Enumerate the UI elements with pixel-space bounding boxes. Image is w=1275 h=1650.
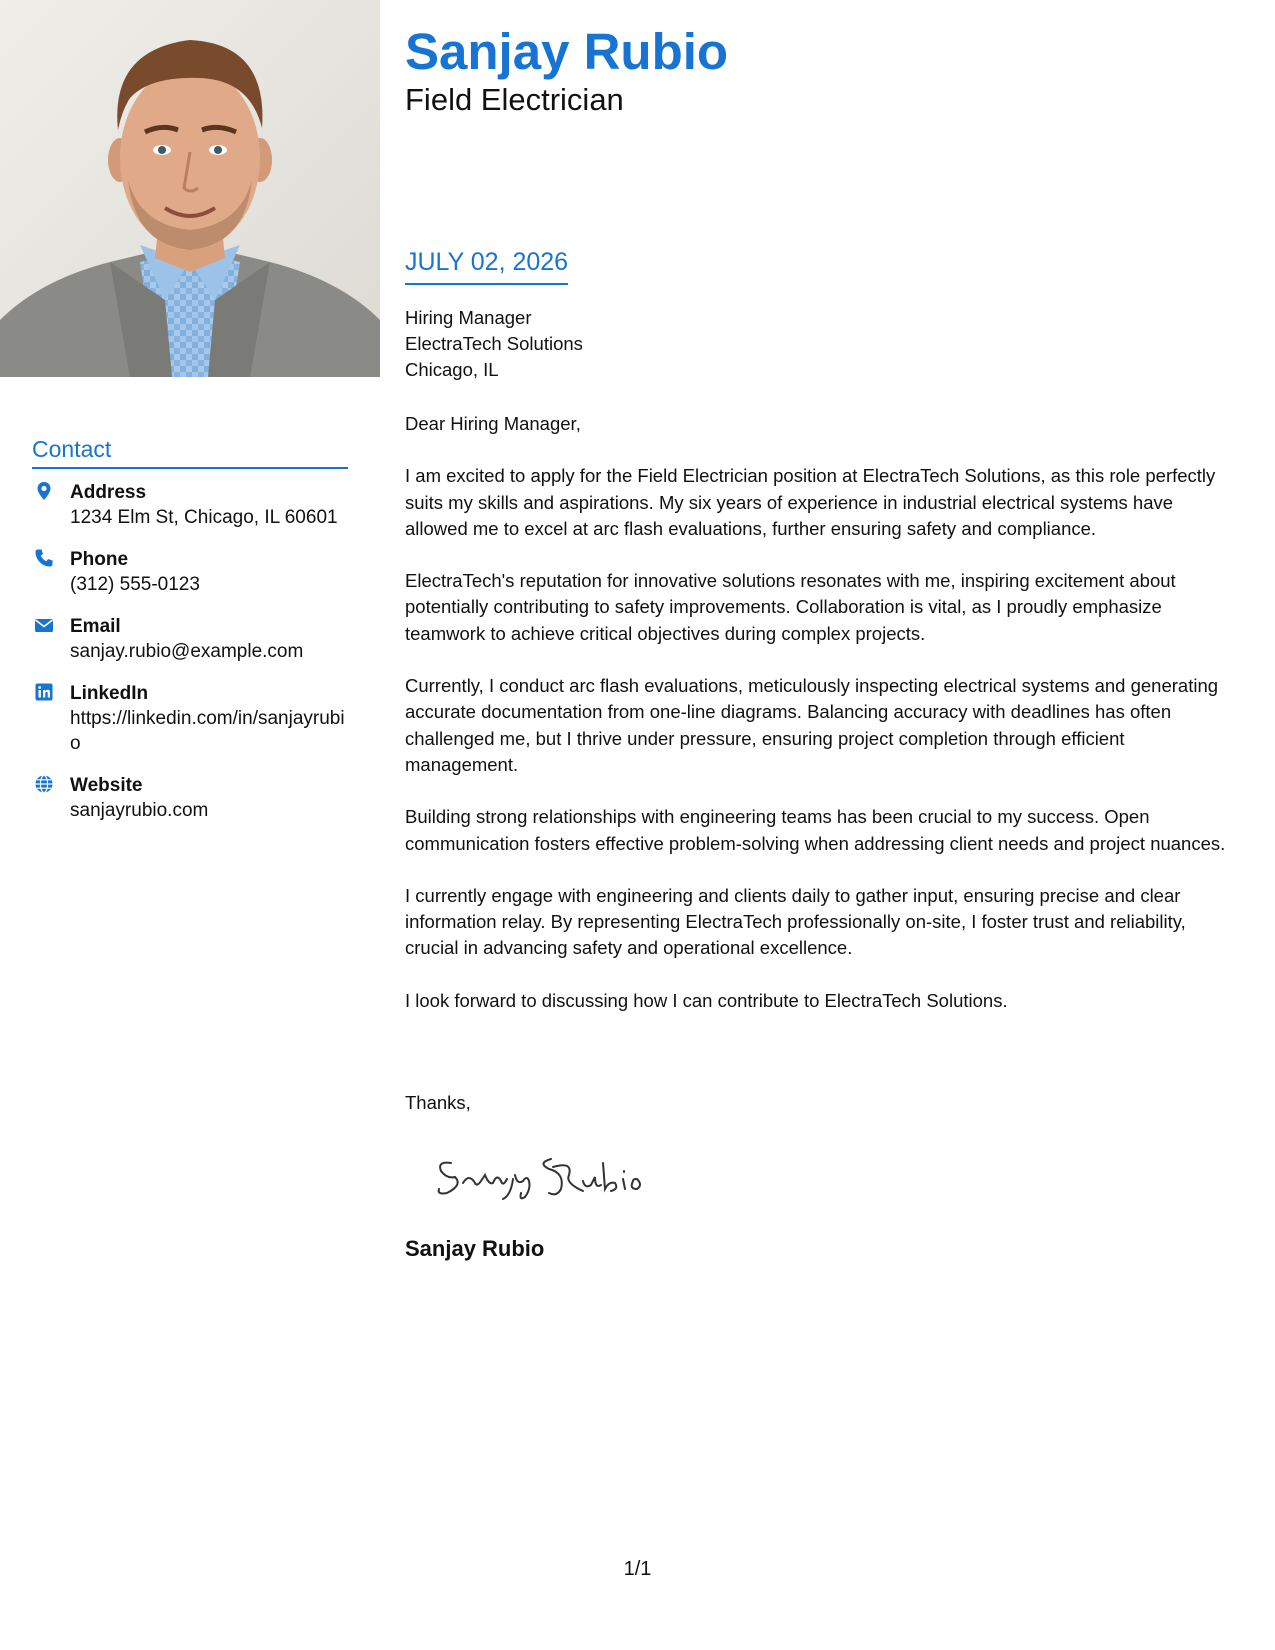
contact-label: Address	[70, 482, 147, 503]
letter-body	[405, 411, 1235, 1040]
contact-label: LinkedIn	[70, 683, 149, 704]
body-paragraph: I currently engage with engineering and clients daily to gather input, ensuring precise and clear information relay. By representing ElectraTech professionally on-site, I foster trust and reliability, crucial in advancing safety and operational excellence.	[405, 884, 1186, 959]
contact-item-website	[32, 773, 352, 823]
phone-value: (312) 555-0123	[70, 574, 200, 595]
website-value[interactable]: sanjayrubio.com	[70, 800, 209, 821]
closing: Thanks,	[405, 1092, 471, 1113]
job-title: Field Electrician	[405, 82, 624, 117]
map-pin-icon	[34, 481, 54, 501]
greeting: Dear Hiring Manager,	[405, 413, 581, 434]
contact-heading: Contact	[32, 436, 348, 469]
email-value[interactable]: sanjay.rubio@example.com	[70, 641, 304, 662]
signer-name: Sanjay Rubio	[405, 1236, 545, 1261]
sidebar	[0, 0, 380, 1650]
envelope-icon	[34, 615, 54, 635]
recipient-line: Hiring Manager	[405, 307, 532, 328]
body-paragraph: Currently, I conduct arc flash evaluations, meticulously inspecting electrical systems and generating accurate documentation from one-line diagrams. Balancing accuracy with deadlines has often challenged me, but I thrive under pressure, ensuring project completion through efficient management.	[405, 675, 1219, 775]
contact-item-linkedin	[32, 681, 352, 756]
letter-date: JULY 02, 2026	[405, 248, 568, 285]
linkedin-value[interactable]: https://linkedin.com/in/sanjayrubio	[70, 708, 345, 754]
contact-label: Phone	[70, 549, 129, 570]
body-paragraph: I am excited to apply for the Field Electrician position at ElectraTech Solutions, as this role perfectly suits my skills and aspirations. My six years of experience in industrial electrical systems have allowed me to excel at arc flash evaluations, further ensuring safety and compliance.	[405, 465, 1216, 539]
recipient-block	[405, 305, 583, 383]
page-number: 1/1	[623, 1558, 652, 1580]
applicant-name: Sanjay Rubio	[405, 23, 729, 80]
recipient-line: Chicago, IL	[405, 359, 499, 380]
body-paragraph: ElectraTech's reputation for innovative solutions resonates with me, inspiring excitement about potentially contributing to safety improvements. Collaboration is vital, as I proudly emphasize teamwork to achieve critical objectives during complex projects.	[405, 570, 1176, 644]
contact-label: Website	[70, 775, 143, 796]
phone-icon	[34, 548, 54, 568]
contact-label: Email	[70, 616, 121, 637]
linkedin-icon	[34, 682, 54, 702]
recipient-line: ElectraTech Solutions	[405, 333, 583, 354]
contact-item-email	[32, 614, 352, 664]
contact-item-phone	[32, 547, 352, 597]
profile-photo	[0, 0, 380, 377]
body-paragraph: Building strong relationships with engineering teams has been crucial to my success. Open communication fosters effective problem-solving when addressing client needs and project nuances.	[405, 806, 1226, 854]
body-paragraph: I look forward to discussing how I can contribute to ElectraTech Solutions.	[405, 989, 1008, 1011]
handwritten-signature	[433, 1145, 653, 1210]
contact-item-address	[32, 480, 352, 530]
contact-list	[32, 480, 352, 840]
address-value: 1234 Elm St, Chicago, IL 60601	[70, 507, 338, 528]
globe-icon	[34, 774, 54, 794]
